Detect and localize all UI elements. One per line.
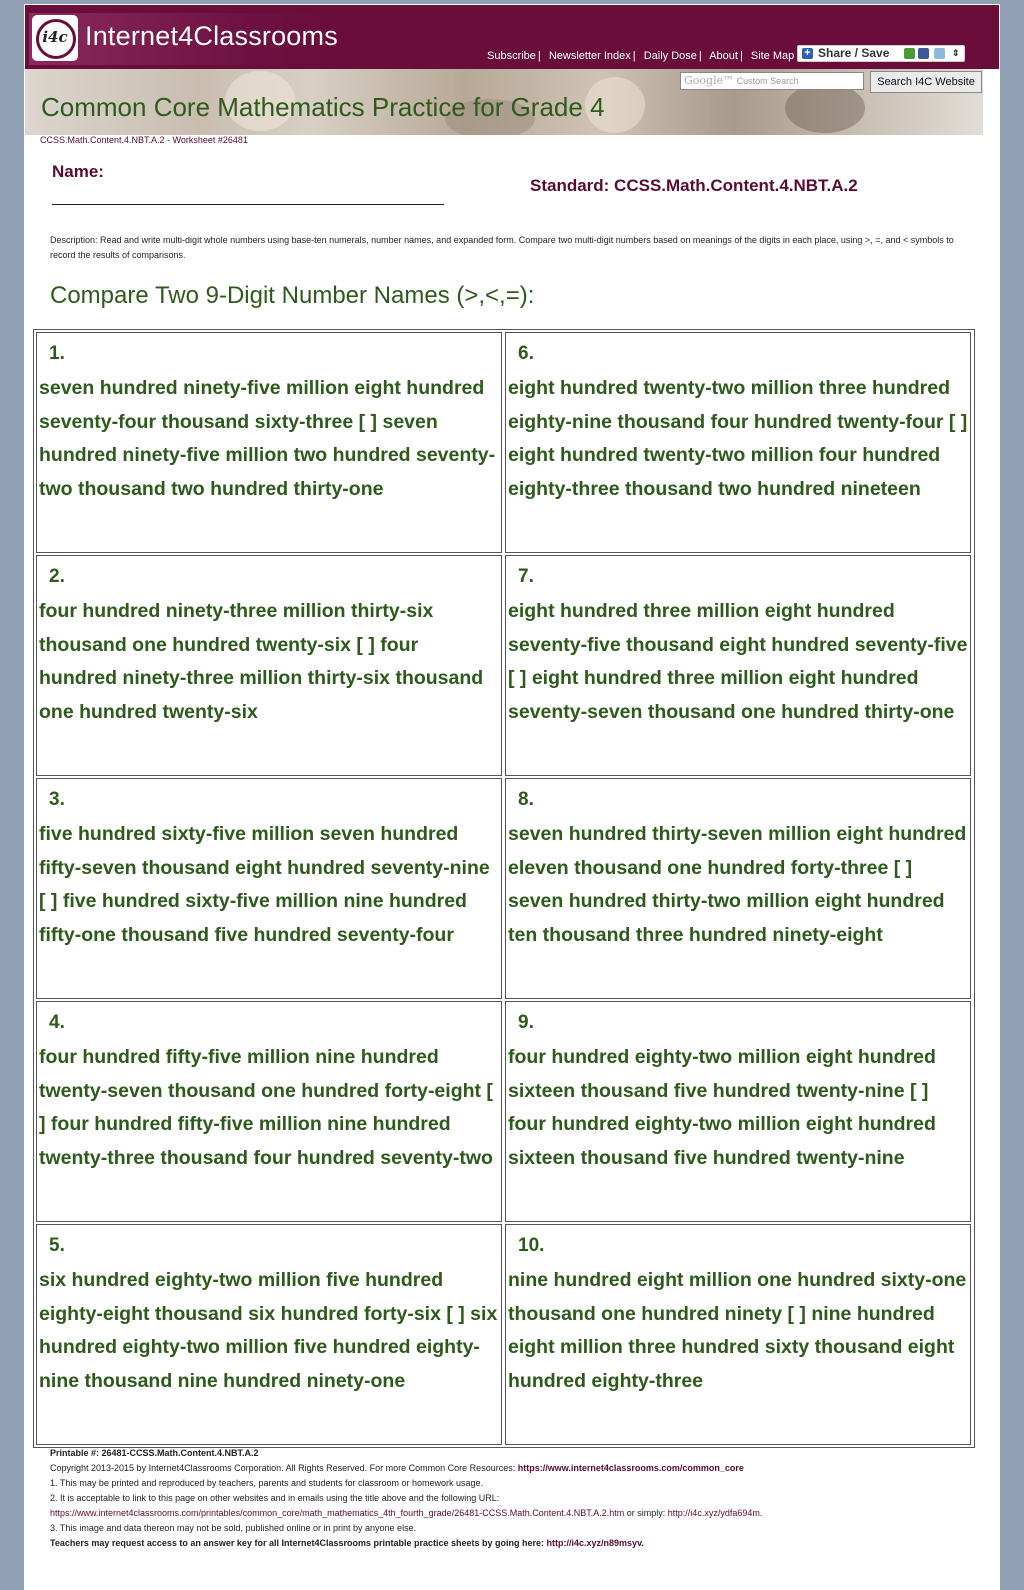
footer xyxy=(50,1446,980,1551)
problem-text: eight hundred twenty-two million three hundred eighty-nine thousand four hundred twenty-four [ ] eight hundred twenty-two million four hundred eighty-three thousand two hundred nineteen xyxy=(508,377,968,500)
site-header xyxy=(25,5,999,69)
problem-cell xyxy=(505,1001,971,1222)
problem-cell xyxy=(505,778,971,999)
print-icon[interactable] xyxy=(904,48,915,59)
name-label: Name: xyxy=(52,162,104,181)
problem-number: 6. xyxy=(518,343,534,364)
share-save-button[interactable] xyxy=(797,45,965,62)
problem-number: 5. xyxy=(49,1235,65,1256)
page-title: Common Core Mathematics Practice for Grade 4 xyxy=(41,92,605,122)
common-core-link[interactable]: https://www.internet4classrooms.com/common_core xyxy=(517,1463,744,1473)
note-3: 3. This image and data thereon may not be sold, published online or in print by anyone else. xyxy=(50,1523,417,1533)
worksheet-url-link[interactable]: https://www.internet4classrooms.com/printables/common_core/math_mathematics_4th_fourth_grade/26481-CCSS.Math.Content.4.NBT.A.2.htm xyxy=(50,1508,625,1518)
problem-number: 4. xyxy=(49,1012,65,1033)
note-2-urls: https://www.internet4classrooms.com/printables/common_core/math_mathematics_4th_fourth_grade/26481-CCSS.Math.Content.4.NBT.A.2.htm or simply: http://i4c.xyz/ydfa694m. xyxy=(50,1508,763,1518)
problem-text: four hundred ninety-three million thirty-six thousand one hundred twenty-six [ ] four hundred ninety-three million thirty-six thousand one hundred twenty-six xyxy=(39,600,484,723)
answer-key-line: Teachers may request access to an answer key for all Internet4Classrooms printable practice sheets by going here: http://i4c.xyz/n89msyv. xyxy=(50,1538,644,1548)
problem-text: four hundred fifty-five million nine hundred twenty-seven thousand one hundred forty-eight [ ] four hundred fifty-five million nine hundred twenty-three thousand four hundred seventy-two xyxy=(39,1046,493,1169)
short-url-link[interactable]: http://i4c.xyz/ydfa694m xyxy=(667,1508,760,1518)
problem-number: 8. xyxy=(518,789,534,810)
copyright-line: Copyright 2013-2015 by Internet4Classrooms Corporation. All Rights Reserved. For more Common Core Resources: https://www.internet4classrooms.com/common_core xyxy=(50,1463,744,1473)
search-button[interactable]: Search I4C Website xyxy=(870,71,982,93)
share-plus-icon: + xyxy=(802,48,813,59)
search-input[interactable] xyxy=(680,72,864,90)
problem-text: seven hundred thirty-seven million eight hundred eleven thousand one hundred forty-three [ ] seven hundred thirty-two million eight hundred ten thousand three hundred ninety-eight xyxy=(508,823,967,946)
facebook-icon[interactable] xyxy=(918,48,929,59)
i4c-logo-icon xyxy=(32,15,78,61)
problem-number: 7. xyxy=(518,566,534,587)
standard-label: Standard: CCSS.Math.Content.4.NBT.A.2 xyxy=(530,176,858,195)
problem-cell xyxy=(505,555,971,776)
nav-about-link[interactable]: About xyxy=(709,50,738,62)
logo-badge-text: i4c xyxy=(42,28,68,46)
answer-key-link[interactable]: http://i4c.xyz/n89msyv xyxy=(546,1538,642,1548)
printable-number: Printable #: 26481-CCSS.Math.Content.4.NBT.A.2 xyxy=(50,1448,259,1458)
problem-number: 10. xyxy=(518,1235,545,1256)
problem-text: seven hundred ninety-five million eight hundred seventy-four thousand sixty-three [ ] seven hundred ninety-five million two hundred seventy-two thousand two hundred thirty-one xyxy=(39,377,496,500)
note-1: 1. This may be printed and reproduced by teachers, parents and students for classroom or homework usage. xyxy=(50,1478,484,1488)
search-placeholder: Custom Search xyxy=(736,76,799,86)
problem-cell xyxy=(505,332,971,553)
worksheet-page xyxy=(24,4,1000,1590)
share-save-label: Share / Save xyxy=(818,46,890,60)
site-logo[interactable] xyxy=(29,13,338,65)
problem-cell xyxy=(36,778,502,999)
problem-cell xyxy=(505,1224,971,1445)
name-line xyxy=(52,204,444,205)
problem-grid xyxy=(33,329,975,1448)
problem-cell xyxy=(36,1224,502,1445)
problem-text: six hundred eighty-two million five hundred eighty-eight thousand six hundred forty-six [ ] six hundred eighty-two million five hundred eighty-nine thousand nine hundred ninety-one xyxy=(39,1269,498,1392)
description: Description: Read and write multi-digit whole numbers using base-ten numerals, number names, and expanded form. Compare two multi-digit numbers based on meanings of the digits in each place, using >, =, and < symbols to record the results of comparisons. xyxy=(50,235,954,260)
problem-number: 9. xyxy=(518,1012,534,1033)
problem-cell xyxy=(36,1001,502,1222)
twitter-icon[interactable] xyxy=(934,48,945,59)
problem-number: 3. xyxy=(49,789,65,810)
problem-text: four hundred eighty-two million eight hundred sixteen thousand five hundred twenty-nine [ ] four hundred eighty-two million eight hundred sixteen thousand five hundred twenty-nine xyxy=(508,1046,936,1169)
problem-number: 2. xyxy=(49,566,65,587)
logo-wordmark: Internet4Classrooms xyxy=(85,21,338,51)
problem-cell xyxy=(36,332,502,553)
share-dropdown-icon[interactable]: ⇕ xyxy=(952,48,960,58)
google-brand-label: Google™ xyxy=(684,74,735,87)
problem-number: 1. xyxy=(49,343,65,364)
nav-daily-dose-link[interactable]: Daily Dose xyxy=(643,50,697,62)
nav-subscribe-link[interactable]: Subscribe xyxy=(487,50,536,62)
note-2: 2. It is acceptable to link to this page on other websites and in emails using the title above and the following URL: xyxy=(50,1493,500,1503)
nav-site-map-link[interactable]: Site Map xyxy=(750,50,795,62)
nav-newsletter-index-link[interactable]: Newsletter Index xyxy=(548,50,631,62)
top-nav: Subscribe | Newsletter Index | Daily Dose | About | Site Map xyxy=(487,50,795,62)
problem-cell xyxy=(36,555,502,776)
problem-text: nine hundred eight million one hundred sixty-one thousand one hundred ninety [ ] nine hundred eight million three hundred sixty thousand eight hundred eighty-three xyxy=(508,1269,967,1392)
section-title: Compare Two 9-Digit Number Names (>,<,=): xyxy=(50,282,535,309)
problem-text: eight hundred three million eight hundred seventy-five thousand eight hundred seventy-five [ ] eight hundred three million eight hundred seventy-seven thousand one hundred thirty-one xyxy=(508,600,968,723)
worksheet-id: CCSS.Math.Content.4.NBT.A.2 - Worksheet #26481 xyxy=(40,135,248,145)
problem-text: five hundred sixty-five million seven hundred fifty-seven thousand eight hundred seventy-nine [ ] five hundred sixty-five million nine hundred fifty-one thousand five hundred seventy-four xyxy=(39,823,490,946)
